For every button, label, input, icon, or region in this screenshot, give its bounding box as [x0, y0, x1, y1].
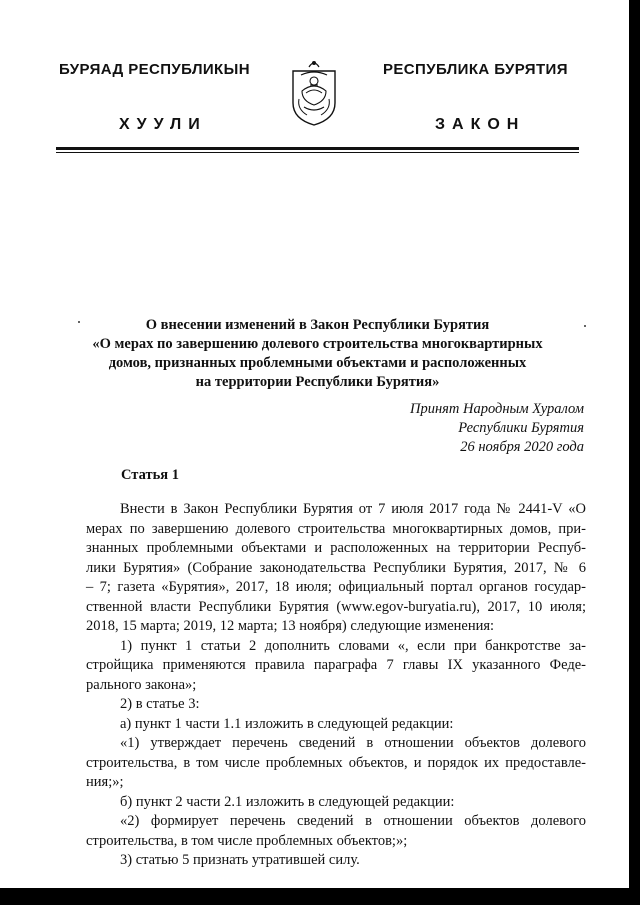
- article-line: знанных проблемными объектами и расположенных на территории Респуб-: [86, 540, 586, 556]
- article-line: а) пункт 1 части 1.1 изложить в следующей редакции:: [120, 715, 454, 732]
- article-line: рального закона»;: [86, 676, 197, 693]
- coat-of-arms-icon: [289, 57, 339, 127]
- adoption-line: Принят Народным Хуралом: [409, 401, 584, 417]
- header-rule-thin: [56, 152, 579, 153]
- header-right-doc-type: ЗАКОН: [435, 116, 526, 133]
- header-right-region: РЕСПУБЛИКА БУРЯТИЯ: [383, 61, 568, 78]
- article-line: стройщика применяются правила параграфа 7 главы IX указанного Феде-: [86, 657, 586, 673]
- header-left-region: БУРЯАД РЕСПУБЛИКЫН: [59, 61, 250, 78]
- article-line: 1) пункт 1 статьи 2 дополнить словами «, если при банкротстве за-: [120, 637, 586, 654]
- article-line: ния;»;: [86, 774, 124, 790]
- article-line: – 7; газета «Бурятия», 2017, 18 июля; официальный портал органов государ-: [86, 579, 586, 595]
- adoption-note: [410, 400, 584, 457]
- article-line: «2) формирует перечень сведений в отношении объектов долевого: [120, 813, 586, 829]
- law-title: [60, 316, 575, 392]
- law-title-line: «О мерах по завершению долевого строительства многоквартирных: [92, 336, 543, 352]
- article-body: [86, 500, 586, 871]
- article-line: строительства, в том числе проблемных объектов;»;: [86, 832, 408, 849]
- law-title-line: домов, признанных проблемными объектами и расположенных: [108, 355, 527, 371]
- article-line: «1) утверждает перечень сведений в отношении объектов долевого: [120, 735, 586, 751]
- article-line: ственной власти Республики Бурятия (www.egov-buryatia.ru), 2017, 10 июля;: [86, 598, 586, 615]
- article-line: б) пункт 2 части 2.1 изложить в следующей редакции:: [120, 793, 455, 810]
- article-line: 2018, 15 марта; 2019, 12 марта; 13 ноября) следующие изменения:: [86, 618, 495, 634]
- adoption-line: Республики Бурятия: [458, 420, 584, 436]
- law-title-line: на территории Республики Бурятия»: [195, 374, 440, 390]
- article-line: 3) статью 5 признать утратившей силу.: [120, 852, 360, 868]
- header-left-doc-type: ХУУЛИ: [119, 116, 207, 133]
- header-rule-thick: [56, 147, 579, 150]
- adoption-line: 26 ноября 2020 года: [460, 439, 584, 455]
- article-line: Внести в Закон Республики Бурятия от 7 июля 2017 года № 2441-V «О: [120, 501, 586, 517]
- article-line: мерах по завершению долевого строительства многоквартирных домов, при-: [86, 520, 586, 537]
- law-title-line: О внесении изменений в Закон Республики Бурятия: [145, 317, 490, 333]
- article-line: 2) в статье 3:: [120, 696, 200, 712]
- scan-speck: [584, 325, 586, 327]
- article-line: лики Бурятия» (Собрание законодательства Республики Бурятия, 2017, № 6: [86, 559, 586, 576]
- article-line: строительства, в том числе проблемных объектов, и порядок их предоставле-: [86, 754, 586, 771]
- article-title: Статья 1: [121, 467, 179, 483]
